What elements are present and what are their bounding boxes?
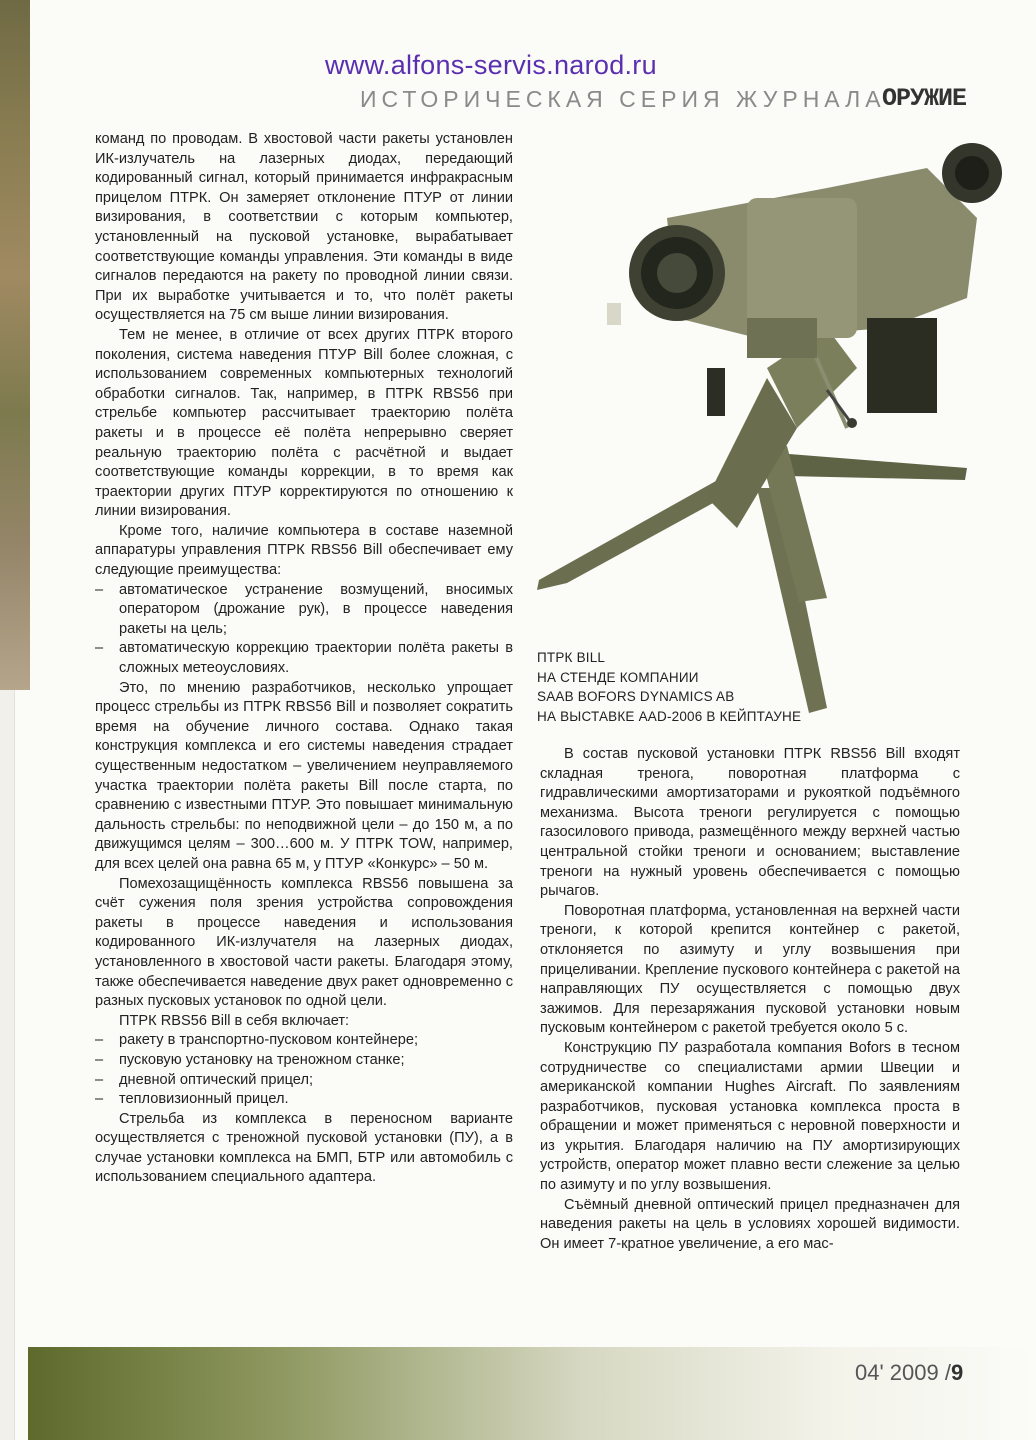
caption-line: НА ВЫСТАВКЕ AAD-2006 В КЕЙПТАУНЕ — [537, 708, 802, 724]
magazine-logo: ОРУЖИЕ — [882, 84, 967, 113]
site-url[interactable]: www.alfons-servis.narod.ru — [325, 50, 657, 80]
paragraph: Поворотная платформа, установленная на верхней части треноги, к которой крепится контейнер с ракетой, отклоняется по азимуту и углу возвышения при прицеливании. Крепление пускового контейнера с ракетой на направляющих ПУ осуществляется с помощью двух зажимов. Для перезаряжания пусковой установки новым пусковым контейнером с ракетой требуется около 5 с. — [540, 902, 960, 1037]
paragraph: В состав пусковой установки ПТРК RBS56 Bill входят складная тренога, поворотная платформа с гидравлическими амортизаторами и рукояткой подъёмного механизма. Высота треноги регулируется с помощью газосилового привода, размещённого между верхней частью центральной стойки треноги и основанием; выставление треноги на нужный уровень обеспечивается с помощью рычагов. — [540, 746, 960, 900]
paragraph: ПТРК RBS56 Bill в себя включает: — [119, 1012, 350, 1029]
left-edge-photo-strip — [0, 0, 30, 690]
advantages-list — [95, 581, 513, 679]
list-item: – пусковую установку на треножном станке; — [95, 1051, 513, 1071]
launcher-photo — [527, 128, 1015, 720]
components-list — [95, 1031, 513, 1109]
paragraph: Помехозащищённость комплекса RBS56 повышена за счёт сужения поля зрения устройства сопровождения ракеты в процессе наведения и использования кодированного ИК-излучателя на лазерных диодах, установленного в хвостовой части ракеты. Благодаря этому, также обеспечивается наведение двух ракет одновременно с разных пусковых установок по одной цели. — [95, 875, 513, 1010]
list-item: – ракету в транспортно-пусковом контейнере; — [95, 1031, 513, 1051]
paragraph: Съёмный дневной оптический прицел предназначен для наведения ракеты на цель в условиях хорошей видимости. Он имеет 7-кратное увеличение, а его мас- — [540, 1196, 960, 1252]
paragraph: команд по проводам. В хвостовой части ракеты установлен ИК-излучатель на лазерных диодах, передающий кодированный сигнал, который принимается инфракрасным прицелом ПТРК. Он замеряет отклонение ПТУР от линии визирования, в соответствии с которым компьютер, установленный на пусковой установке, вырабатывает соответствующие команды управления. Эти команды в виде сигналов передаются на ракету по проводной линии связи. При их выработке учитывается и то, что полёт ракеты осуществляется на 75 см выше линии визирования. — [95, 131, 513, 324]
paragraph: Это, по мнению разработчиков, несколько упрощает процесс стрельбы из ПТРК RBS56 Bill и позволяет сократить время на обучение личного состава. Однако такая конструкция комплекса и его системы наведения страдает существенным недостатком – увеличением неуправляемого участка траектории полёта ракеты Bill после старта, по сравнению с известными ПТУР. Это повышает минимальную дальность стрельбы: по неподвижной цели – до 150 м, а по движущимся целям – 300…600 м. У ПТРК TOW, например, для всех целей она равна 65 м, у ПТУР «Конкурс» – 50 м. — [95, 679, 513, 872]
paragraph: Стрельба из комплекса в переносном варианте осуществляется с треножной пусковой установки (ПУ), а в случае установки комплекса на БМП, БТР или автомобиль с использованием специального адаптера. — [95, 1110, 513, 1186]
list-item: – дневной оптический прицел; — [95, 1071, 513, 1091]
paragraph: Конструкцию ПУ разработала компания Bofors в тесном сотрудничестве со специалистами армии Швеции и американской компании Hughes Aircraft. По заявлениям разработчиков, пусковая установка комплекса проста в обращении и может применяться с неровной поверхности и из укрытия. Благодаря наличию на ПУ амортизирующих устройств, оператор может плавно вести слежение за целью по азимуту и по углу возвышения. — [540, 1039, 960, 1194]
photo-caption — [537, 648, 801, 726]
caption-line: SAAB BOFORS DYNAMICS AB — [537, 689, 735, 704]
paragraph: Тем не менее, в отличие от всех других ПТРК второго поколения, система наведения ПТУР Bill более сложная, с использованием современных компьютерных технологий обработки сигналов. Так, например, в ПТРК RBS56 при стрельбе компьютер рассчитывает траекторию полёта ракеты и в процессе её полёта непрерывно сверяет реальную траекторию полёта с расчётной и выдает соответствующие команды коррекции, в то время как траектории других ПТУР корректируются по отношению к линии визирования. — [95, 326, 513, 520]
page-number — [855, 1360, 963, 1386]
left-text-column — [95, 130, 513, 1188]
paragraph: Кроме того, наличие компьютера в составе наземной аппаратуры управления ПТРК RBS56 Bill обеспечивает ему следующие преимущества: — [95, 522, 513, 579]
issue-label: 04' 2009 / — [855, 1360, 951, 1385]
list-item: – автоматическую коррекцию траектории полёта ракеты в сложных метеоусловиях. — [95, 639, 513, 678]
right-text-column — [540, 745, 960, 1254]
caption-line: ПТРК BILL — [537, 650, 606, 665]
caption-line: НА СТЕНДЕ КОМПАНИИ — [537, 669, 699, 685]
list-item: – автоматическое устранение возмущений, вносимых оператором (дрожание рук), в процессе наведения ракеты на цель; — [95, 581, 513, 640]
left-edge-page-fold — [0, 690, 15, 1440]
page-number-value: 9 — [950, 1360, 964, 1385]
list-item: – тепловизионный прицел. — [95, 1090, 513, 1110]
series-title: ИСТОРИЧЕСКАЯ СЕРИЯ ЖУРНАЛА — [360, 86, 886, 112]
